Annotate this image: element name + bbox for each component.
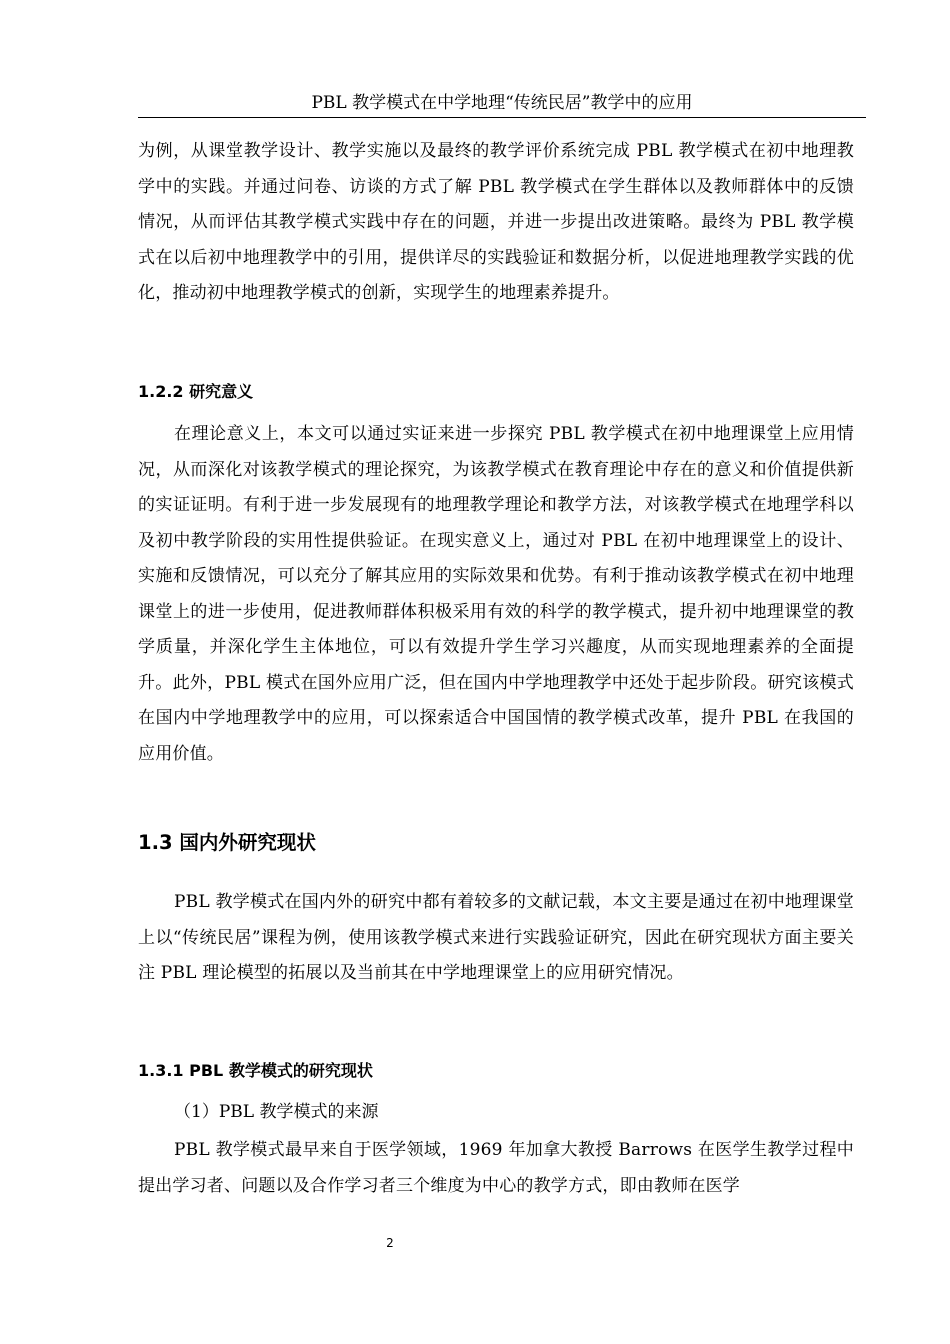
item-1-block bbox=[138, 1101, 854, 1123]
intro-paragraph: 为例，从课堂教学设计、教学实施以及最终的教学评价系统完成 PBL 教学模式在初中地理教学中的实践。并通过问卷、访谈的方式了解 PBL 教学模式在学生群体以及教师群体中的反馈情况，从而评估其教学模式实践中存在的问题，并进一步提出改进策略。最终为 PBL 教学模式在以后初中地理教学中的引用，提供详尽的实践验证和数据分析，以促进地理教学实践的优化，推动初中地理教学模式的创新，实现学生的地理素养提升。 bbox=[138, 141, 854, 303]
section-1-3-1-block bbox=[138, 1060, 854, 1082]
list-item-origin: （1）PBL 教学模式的来源 bbox=[174, 1102, 379, 1122]
status-block bbox=[138, 885, 854, 992]
origin-block bbox=[138, 1133, 854, 1204]
section-1-2-2-block bbox=[138, 381, 854, 403]
section-heading-1-3-1: 1.3.1 PBL 教学模式的研究现状 bbox=[138, 1061, 373, 1080]
section-1-3-block bbox=[138, 830, 854, 856]
section-heading-1-2-2: 1.2.2 研究意义 bbox=[138, 382, 254, 401]
significance-block bbox=[138, 417, 854, 772]
running-header: PBL 教学模式在中学地理“传统民居”教学中的应用 bbox=[138, 92, 866, 118]
section-heading-1-3: 1.3 国内外研究现状 bbox=[138, 831, 316, 854]
page-number: 2 bbox=[386, 1236, 394, 1250]
status-paragraph: PBL 教学模式在国内外的研究中都有着较多的文献记载，本文主要是通过在初中地理课堂上以“传统民居”课程为例，使用该教学模式来进行实践验证研究，因此在研究现状方面主要关注 PBL 理论模型的拓展以及当前其在中学地理课堂上的应用研究情况。 bbox=[138, 892, 854, 983]
intro-paragraph-block bbox=[138, 134, 854, 312]
significance-paragraph: 在理论意义上，本文可以通过实证来进一步探究 PBL 教学模式在初中地理课堂上应用情况，从而深化对该教学模式的理论探究，为该教学模式在教育理论中存在的意义和价值提供新的实证证明。有利于进一步发展现有的地理教学理论和教学方法，对该教学模式在地理学科以及初中教学阶段的实用性提供验证。在现实意义上，通过对 PBL 在初中地理课堂上的设计、实施和反馈情况，可以充分了解其应用的实际效果和优势。有利于推动该教学模式在初中地理课堂上的进一步使用，促进教师群体积极采用有效的科学的教学模式，提升初中地理课堂的教学质量，并深化学生主体地位，可以有效提升学生学习兴趣度，从而实现地理素养的全面提升。此外，PBL 模式在国外应用广泛，但在国内中学地理教学中还处于起步阶段。研究该模式在国内中学地理教学中的应用，可以探索适合中国国情的教学模式改革，提升 PBL 在我国的应用价值。 bbox=[138, 424, 854, 764]
origin-paragraph: PBL 教学模式最早来自于医学领域，1969 年加拿大教授 Barrows 在医学生教学过程中提出学习者、问题以及合作学习者三个维度为中心的教学方式，即由教师在医学 bbox=[138, 1140, 854, 1196]
